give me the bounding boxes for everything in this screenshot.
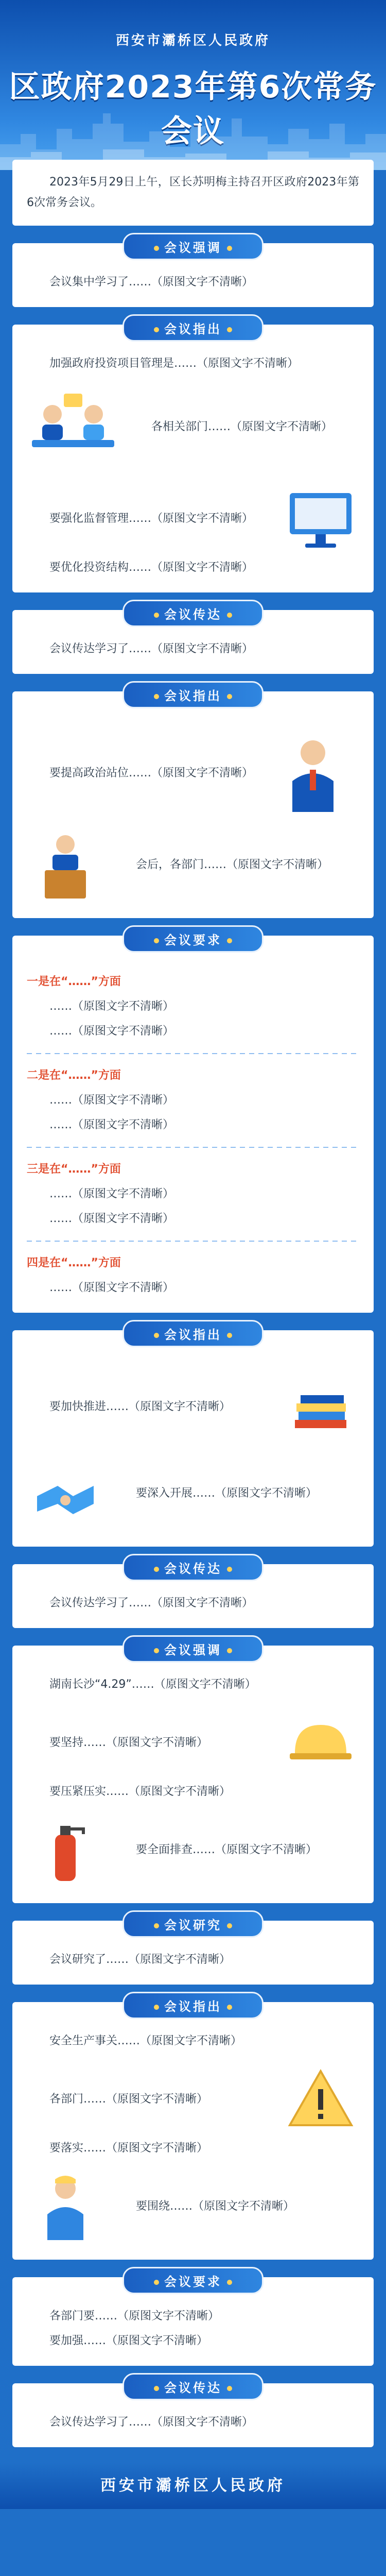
section-tag: 会议传达	[122, 2373, 264, 2400]
section-tag: 会议传达	[122, 1554, 264, 1581]
handshake-icon	[27, 1455, 104, 1532]
section-8	[12, 1643, 374, 1903]
text-illustration-row	[27, 1704, 359, 1782]
section-paragraph: 要落实……（原图文字不清晰）	[49, 2142, 208, 2155]
books-icon	[282, 1368, 359, 1446]
section-tag: 会议指出	[122, 681, 264, 708]
section-paragraph: 各部门……（原图文字不清晰）	[49, 2093, 208, 2106]
page-header	[0, 0, 386, 170]
section-paragraph: 会议传达学习了……（原图文字不清晰）	[49, 2416, 254, 2429]
inspector-person-icon	[27, 2168, 104, 2245]
text-illustration-row	[27, 383, 359, 471]
section-6	[12, 1330, 374, 1547]
org-name: 西安市灞桥区人民政府	[115, 33, 270, 48]
section-3	[12, 607, 374, 674]
section-1	[12, 243, 374, 307]
fire-extinguisher-icon	[27, 1811, 104, 1889]
dashed-divider	[27, 1241, 359, 1242]
section-paragraph: 要深入开展……（原图文字不清晰）	[136, 1487, 318, 1500]
section-5	[12, 933, 374, 1313]
main-content	[0, 160, 386, 2463]
section-paragraph: 加强政府投资项目管理是……（原图文字不清晰）	[49, 357, 299, 370]
lead-card	[12, 160, 374, 226]
meeting-people-icon	[27, 383, 119, 471]
section-paragraph: ……（原图文字不清晰）	[49, 1025, 174, 1038]
section-paragraph: ……（原图文字不清晰）	[49, 1212, 174, 1225]
subhead: 一是在“……”方面	[27, 975, 121, 988]
section-paragraph: ……（原图文字不清晰）	[49, 1000, 174, 1013]
section-paragraph: 会议研究了……（原图文字不清晰）	[49, 1953, 231, 1966]
section-paragraph: 会议传达学习了……（原图文字不清晰）	[49, 642, 254, 655]
section-12	[12, 2383, 374, 2447]
section-tag: 会议指出	[122, 314, 264, 342]
safety-helmet-icon	[282, 1704, 359, 1782]
section-paragraph: 会议集中学习了……（原图文字不清晰）	[49, 276, 254, 289]
podium-speaker-icon	[27, 826, 104, 904]
subhead: 四是在“……”方面	[27, 1257, 121, 1269]
section-paragraph: 各相关部门……（原图文字不清晰）	[151, 420, 333, 433]
section-paragraph: 要围绕……（原图文字不清晰）	[136, 2200, 295, 2213]
warning-sign-icon	[282, 2061, 359, 2138]
section-paragraph: ……（原图文字不清晰）	[49, 1188, 174, 1200]
section-tag: 会议强调	[122, 233, 264, 260]
section-paragraph: 要加快推进……（原图文字不清晰）	[49, 1400, 231, 1413]
page-title: 区政府2023年第6次常务会议	[9, 69, 377, 149]
text-illustration-row	[27, 480, 359, 557]
section-paragraph: ……（原图文字不清晰）	[49, 1118, 174, 1131]
section-paragraph: 会后，各部门……（原图文字不清晰）	[136, 858, 329, 871]
section-paragraph: 要压紧压实……（原图文字不清晰）	[49, 1785, 231, 1798]
section-paragraph: 安全生产事关……（原图文字不清晰）	[49, 2035, 242, 2047]
section-tag: 会议要求	[122, 925, 264, 953]
section-paragraph: ……（原图文字不清晰）	[49, 1094, 174, 1107]
section-paragraph: 湖南长沙“4.29”……（原图文字不清晰）	[49, 1678, 256, 1691]
dashed-divider	[27, 1147, 359, 1148]
section-paragraph: ……（原图文字不清晰）	[49, 1281, 174, 1294]
section-paragraph: 要加强……（原图文字不清晰）	[49, 2334, 208, 2347]
section-7	[12, 1564, 374, 1628]
text-illustration-row	[27, 2168, 359, 2245]
footer-org-name: 西安市灞桥区人民政府	[100, 2477, 286, 2495]
text-illustration-row	[27, 1368, 359, 1446]
text-illustration-row	[27, 826, 359, 904]
subhead: 三是在“……”方面	[27, 1163, 121, 1176]
subhead: 二是在“……”方面	[27, 1069, 121, 1082]
section-10	[12, 1999, 374, 2260]
section-tag: 会议指出	[122, 1320, 264, 1347]
text-illustration-row	[27, 2061, 359, 2138]
section-tag: 会议传达	[122, 600, 264, 627]
section-tag: 会议强调	[122, 1635, 264, 1663]
text-illustration-row	[27, 1811, 359, 1889]
section-2	[12, 322, 374, 592]
section-tag: 会议指出	[122, 1992, 264, 2019]
section-paragraph: 要强化监督管理……（原图文字不清晰）	[49, 512, 254, 525]
section-tag: 会议研究	[122, 1910, 264, 1938]
section-tag: 会议要求	[122, 2267, 264, 2294]
text-illustration-row	[27, 730, 359, 817]
page-footer	[0, 2463, 386, 2509]
lead-paragraph: 2023年5月29日上午，区长苏明梅主持召开区政府2023年第6次常务会议。	[27, 176, 359, 209]
monitor-screen-icon	[282, 480, 359, 557]
section-paragraph: 各部门要……（原图文字不清晰）	[49, 2310, 220, 2323]
section-paragraph: 要坚持……（原图文字不清晰）	[49, 1736, 208, 1749]
section-11	[12, 2277, 374, 2366]
text-illustration-row	[27, 1455, 359, 1532]
section-9	[12, 1918, 374, 1985]
section-paragraph: 会议传达学习了……（原图文字不清晰）	[49, 1597, 254, 1609]
section-paragraph: 要优化投资结构……（原图文字不清晰）	[49, 561, 254, 574]
section-4	[12, 691, 374, 918]
section-paragraph: 要提高政治站位……（原图文字不清晰）	[49, 767, 254, 779]
section-paragraph: 要全面排查……（原图文字不清晰）	[136, 1843, 318, 1856]
speaker-person-icon	[267, 730, 359, 817]
dashed-divider	[27, 1053, 359, 1054]
